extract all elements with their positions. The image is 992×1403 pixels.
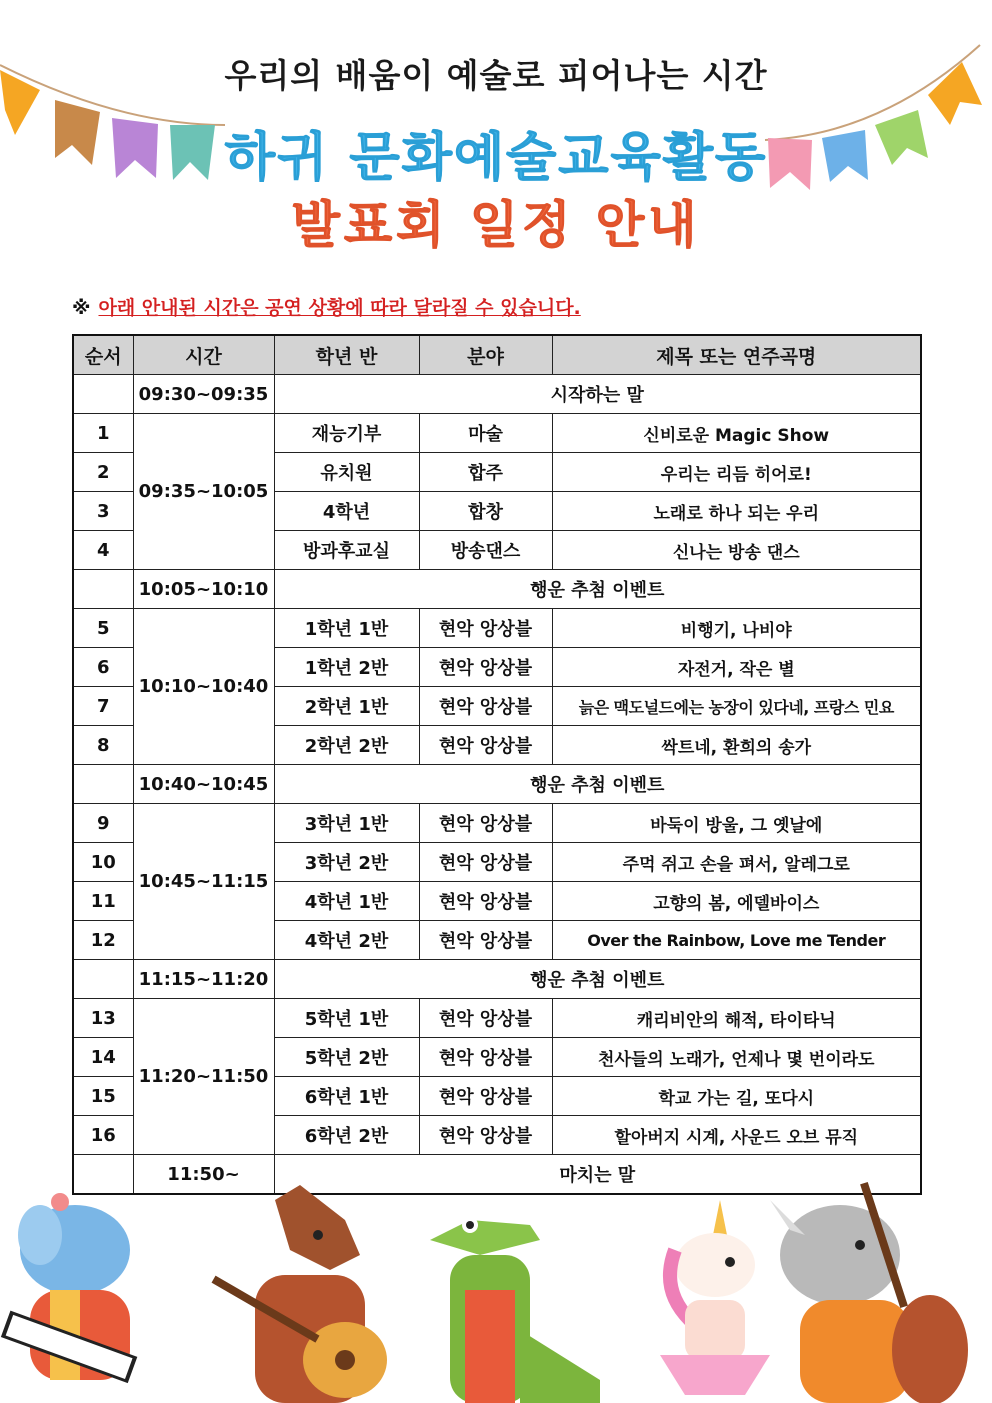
cell-event: 행운 추첨 이벤트 [274,960,921,999]
table-row [73,960,921,999]
elephant-keyboardist-icon [1,1193,137,1383]
animal-band-illustration [0,1180,992,1403]
cell-field: 방송댄스 [419,531,552,570]
cell-no: 8 [73,726,133,765]
cell-no: 13 [73,999,133,1038]
cell-no [73,570,133,609]
table-header-row [73,335,921,375]
table-row [73,375,921,414]
cell-no: 11 [73,882,133,921]
header-title-2: 발표회 일정 안내 [291,196,701,254]
cell-field: 현악 앙상블 [419,1116,552,1155]
cell-event: 시작하는 말 [274,375,921,414]
cell-grade: 2학년 1반 [274,687,419,726]
table-row [73,570,921,609]
cell-grade: 3학년 2반 [274,843,419,882]
cell-no [73,960,133,999]
cell-no: 15 [73,1077,133,1116]
cell-event: 마치는 말 [274,1155,921,1195]
crocodile-singer-icon [430,1217,600,1403]
horse-guitarist-icon [212,1185,387,1403]
cell-field: 현악 앙상블 [419,1077,552,1116]
rhino-bassist-icon [770,1182,968,1403]
cell-grade: 6학년 1반 [274,1077,419,1116]
header-grade: 학년 반 [274,335,419,375]
cell-field: 현악 앙상블 [419,843,552,882]
cell-event: 행운 추첨 이벤트 [274,765,921,804]
schedule-table [72,334,922,1195]
cell-title: 노래로 하나 되는 우리 [552,492,921,531]
cell-no: 16 [73,1116,133,1155]
cell-no: 4 [73,531,133,570]
cell-field: 현악 앙상블 [419,687,552,726]
cell-grade: 4학년 [274,492,419,531]
cell-field: 현악 앙상블 [419,726,552,765]
cell-time: 09:30~09:35 [133,375,274,414]
notice [72,293,581,320]
cell-field: 합창 [419,492,552,531]
header-no: 순서 [73,335,133,375]
cell-title: Over the Rainbow, Love me Tender [552,921,921,960]
cell-no: 2 [73,453,133,492]
cell-time: 10:05~10:10 [133,570,274,609]
cell-no: 14 [73,1038,133,1077]
cell-field: 현악 앙상블 [419,609,552,648]
cell-title: 캐리비안의 해적, 타이타닉 [552,999,921,1038]
cell-grade: 1학년 2반 [274,648,419,687]
cell-no: 5 [73,609,133,648]
header-field: 분야 [419,335,552,375]
cell-no: 7 [73,687,133,726]
cell-grade: 유치원 [274,453,419,492]
cell-field: 합주 [419,453,552,492]
cell-time: 10:10~10:40 [133,609,274,765]
cell-grade: 3학년 1반 [274,804,419,843]
cell-field: 현악 앙상블 [419,882,552,921]
cell-time: 11:15~11:20 [133,960,274,999]
cell-title: 비행기, 나비야 [552,609,921,648]
cell-title: 고향의 봄, 에델바이스 [552,882,921,921]
cell-no: 1 [73,414,133,453]
cell-grade: 5학년 2반 [274,1038,419,1077]
table-row [73,804,921,843]
cell-title: 신나는 방송 댄스 [552,531,921,570]
cell-field: 현악 앙상블 [419,648,552,687]
table-row [73,414,921,453]
cell-time: 11:50~ [133,1155,274,1195]
cell-no: 10 [73,843,133,882]
cell-field: 현악 앙상블 [419,921,552,960]
cell-title: 늙은 맥도널드에는 농장이 있다네, 프랑스 민요 [552,687,921,726]
cell-title: 싹트네, 환희의 송가 [552,726,921,765]
cell-field: 현악 앙상블 [419,1038,552,1077]
cell-no [73,375,133,414]
cell-field: 현악 앙상블 [419,804,552,843]
table-row [73,999,921,1038]
header-title: 제목 또는 연주곡명 [552,335,921,375]
cell-event: 행운 추첨 이벤트 [274,570,921,609]
notice-text: 아래 안내된 시간은 공연 상황에 따라 달라질 수 있습니다. [98,297,581,319]
cell-no: 6 [73,648,133,687]
cell-title: 학교 가는 길, 또다시 [552,1077,921,1116]
cell-no: 9 [73,804,133,843]
cell-title: 바둑이 방울, 그 옛날에 [552,804,921,843]
cell-field: 현악 앙상블 [419,999,552,1038]
cell-time: 10:40~10:45 [133,765,274,804]
cell-no [73,765,133,804]
cell-field: 마술 [419,414,552,453]
notice-mark: ※ [72,297,91,319]
cell-grade: 6학년 2반 [274,1116,419,1155]
cell-title: 자전거, 작은 별 [552,648,921,687]
cell-grade: 방과후교실 [274,531,419,570]
cell-title: 천사들의 노래가, 언제나 몇 번이라도 [552,1038,921,1077]
cell-no: 3 [73,492,133,531]
cell-grade: 4학년 2반 [274,921,419,960]
cell-time: 10:45~11:15 [133,804,274,960]
cell-no: 12 [73,921,133,960]
cell-grade: 4학년 1반 [274,882,419,921]
header-title: 하귀 문화예술교육활동 [224,128,768,188]
cell-time: 11:20~11:50 [133,999,274,1155]
cell-time: 09:35~10:05 [133,414,274,570]
table-row [73,765,921,804]
cell-title: 주먹 쥐고 손을 펴서, 알레그로 [552,843,921,882]
cell-title: 신비로운 Magic Show [552,414,921,453]
cell-title: 우리는 리듬 히어로! [552,453,921,492]
cell-grade: 1학년 1반 [274,609,419,648]
table-row [73,609,921,648]
cell-grade: 5학년 1반 [274,999,419,1038]
cell-title: 할아버지 시계, 사운드 오브 뮤직 [552,1116,921,1155]
cell-grade: 2학년 2반 [274,726,419,765]
unicorn-dancer-icon [660,1200,770,1395]
cell-grade: 재능기부 [274,414,419,453]
header-time: 시간 [133,335,274,375]
header-subtitle: 우리의 배움이 예술로 피어나는 시간 [224,56,768,95]
